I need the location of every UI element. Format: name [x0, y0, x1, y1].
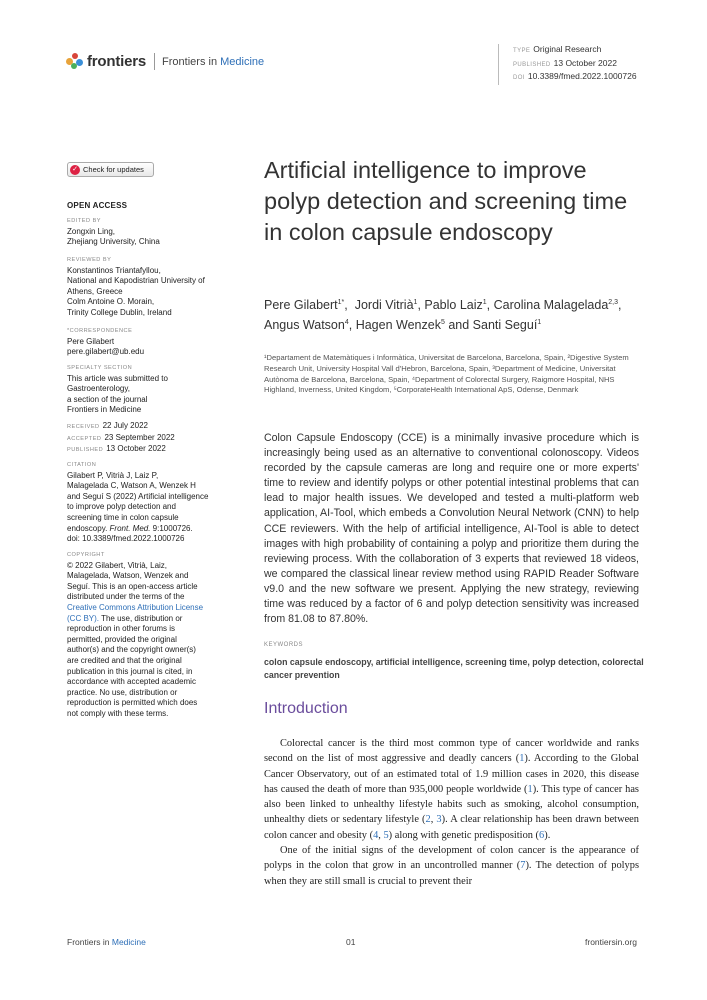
article-type: Original Research: [533, 44, 602, 54]
body-text: [264, 736, 639, 889]
footer-site-link[interactable]: frontiersin.org: [585, 937, 637, 947]
citation-ref[interactable]: 3: [436, 814, 442, 826]
reviewed-by: REVIEWED BY Konstantinos Triantafyllou, National and Kapodistrian University of Athens, Greece Colm Antoine O. Morain, Trinity College Dublin, Ireland: [67, 257, 205, 317]
check-for-updates-button[interactable]: ✓ Check for updates: [67, 162, 154, 177]
author[interactable]: Angus Watson$^4$: [264, 318, 349, 333]
keywords-label: KEYWORDS: [264, 642, 304, 648]
author[interactable]: Pere Gilabert$^{1*}$: [264, 298, 345, 313]
keywords: colon capsule endoscopy, artificial intelligence, screening time, polyp detection, colorectal cancer prevention: [264, 657, 644, 680]
dates: RECEIVED 22 July 2022 ACCEPTED 23 September 2022 PUBLISHED 13 October 2022: [67, 421, 175, 454]
correspondence-email[interactable]: pere.gilabert@ub.edu: [67, 347, 145, 357]
article-meta: TYPE Original Research PUBLISHED 13 October 2022 DOI 10.3389/fmed.2022.1000726: [498, 44, 637, 85]
author[interactable]: Santi Seguí$^1$: [472, 318, 542, 333]
author[interactable]: Pablo Laiz$^1$: [424, 298, 487, 313]
page-number: 01: [346, 937, 356, 947]
citation-doi[interactable]: doi: 10.3389/fmed.2022.1000726: [67, 534, 185, 544]
citation-ref[interactable]: 7: [520, 860, 526, 872]
journal-header: [66, 53, 264, 70]
journal-name[interactable]: Frontiers in Medicine: [162, 55, 265, 68]
frontiers-logo-text: frontiers: [87, 53, 147, 70]
author[interactable]: Hagen Wenzek$^5$: [355, 318, 445, 333]
citation-ref[interactable]: 6: [539, 829, 545, 841]
open-access-label: OPEN ACCESS: [67, 201, 128, 210]
copyright: COPYRIGHT © 2022 Gilabert, Vitrià, Laiz, Malagelada, Watson, Wenzek and Seguí. This is an open-access article distributed under the terms of the Creative Commons Attribution License (CC BY). The use, distribution or reproduction in other forums is permitted, provided the original author(s) and the copyright owner(s) are credited and that the original publication in this journal is cited, in accordance with accepted academic practice. No use, distribution or reproduction is permitted which does not comply with these terms.: [67, 550, 227, 720]
citation-ref[interactable]: 1: [519, 753, 525, 765]
divider: [154, 53, 155, 70]
citation: CITATION Gilabert P, Vitrià J, Laiz P, Malagelada C, Watson A, Wenzek H and Seguí S (2022) Artificial intelligence to improve polyp detection and screening time in colon capsule endoscopy. Front. Med. 9:1000726. doi: 10.3389/fmed.2022.1000726: [67, 460, 227, 545]
section-heading: Introduction: [264, 700, 348, 717]
citation-ref[interactable]: 4: [373, 829, 379, 841]
edited-by: EDITED BY Zongxin Ling, Zhejiang University, China: [67, 218, 160, 247]
license-link-cc[interactable]: (CC BY).: [67, 613, 99, 623]
article-title: Artificial intelligence to improve polyp detection and screening time in colon capsule endoscopy: [264, 157, 628, 245]
license-link[interactable]: Creative Commons Attribution License: [67, 602, 204, 612]
author-list: Pere Gilabert$^{1*}$, Jordi Vitrià$^1$, Pablo Laiz$^1$, Carolina Malagelada$^{2,3}$, Angus Watson$^4$, Hagen Wenzek$^5$ and Santi Seguí$^1$: [264, 298, 622, 333]
footer-journal: Frontiers in Medicine: [67, 937, 146, 947]
paragraph: One of the initial signs of the development of colon cancer is the appearance of polyps in the colon that grow in an uncontrolled manner (7). The detection of polyps when they are still small is crucial to prevent their: [264, 845, 639, 887]
citation-ref[interactable]: 1: [527, 783, 533, 795]
citation-ref[interactable]: 5: [383, 829, 389, 841]
doi[interactable]: 10.3389/fmed.2022.1000726: [527, 71, 637, 81]
abstract: Colon Capsule Endoscopy (CCE) is a minimally invasive procedure which is increasingly being used as an alternative to conventional colonoscopy. Videos recorded by the capsule cameras are long and require one or more experts' time to review and identify polyps or other potential intestinal problems that can lead to major health issues. We developed and tested a multi-platform web application, AI-Tool, which embeds a Convolution Neural Network (CNN) to help CCE reviewers. With the help of artificial intelligence, AI-Tool is able to detect images with high probability of containing a polyp and prioritize them during the reviewing process. With the collaboration of 3 experts that reviewed 18 videos, we compared the classical linear review method using RAPID Reader Software v9.0 and the new software we present. Applying the new strategy, reviewing time was reduced by a factor of 6 and polyp detection sensitivity was increased from 81.08 to 87.80%.: [264, 432, 639, 626]
paragraph: Colorectal cancer is the third most common type of cancer worldwide and ranks second on the list of most aggressive and deadly cancers (1). According to the Global Cancer Observatory, out of an estimated total of 1.9 million cases in 2020, this disease has caused the death of more than 935,000 people worldwide (1). This type of cancer has also been linked to unhealthy lifestyle habits such as smoking, alcohol consumption, unhealthy diets or sedentary lifestyle (2, 3). A clear relationship has been drawn between colon cancer and obesity (4, 5) along with genetic predisposition (6).: [264, 738, 639, 841]
correspondence: *CORRESPONDENCE Pere Gilabert pere.gilabert@ub.edu: [67, 326, 227, 358]
frontiers-logo-icon: [66, 53, 83, 70]
citation-ref[interactable]: 2: [425, 814, 431, 826]
affiliations: ¹Departament de Matemàtiques i Informàtica, Universitat de Barcelona, Barcelona, Spain, ²Digestive System Research Unit, University Hospital Vall d'Hebron, Barcelona, Spain, ³Department of Medicine, Universitat Autònoma de Barcelona, Barcelona, Spain, ⁴Department of Colorectal Surgery, Raigmore Hospital, NHS Highland, Inverness, United Kingdom, ⁵CorporateHealth International ApS, Odense, Denmark: [264, 353, 629, 395]
update-icon: ✓: [70, 165, 80, 175]
specialty-section: SPECIALTY SECTION This article was submitted to Gastroenterology, a section of the journal Frontiers in Medicine: [67, 365, 168, 415]
author[interactable]: Carolina Malagelada$^{2,3}$: [493, 298, 619, 313]
author[interactable]: Jordi Vitrià$^1$: [354, 298, 418, 313]
published-date: 13 October 2022: [553, 57, 617, 68]
